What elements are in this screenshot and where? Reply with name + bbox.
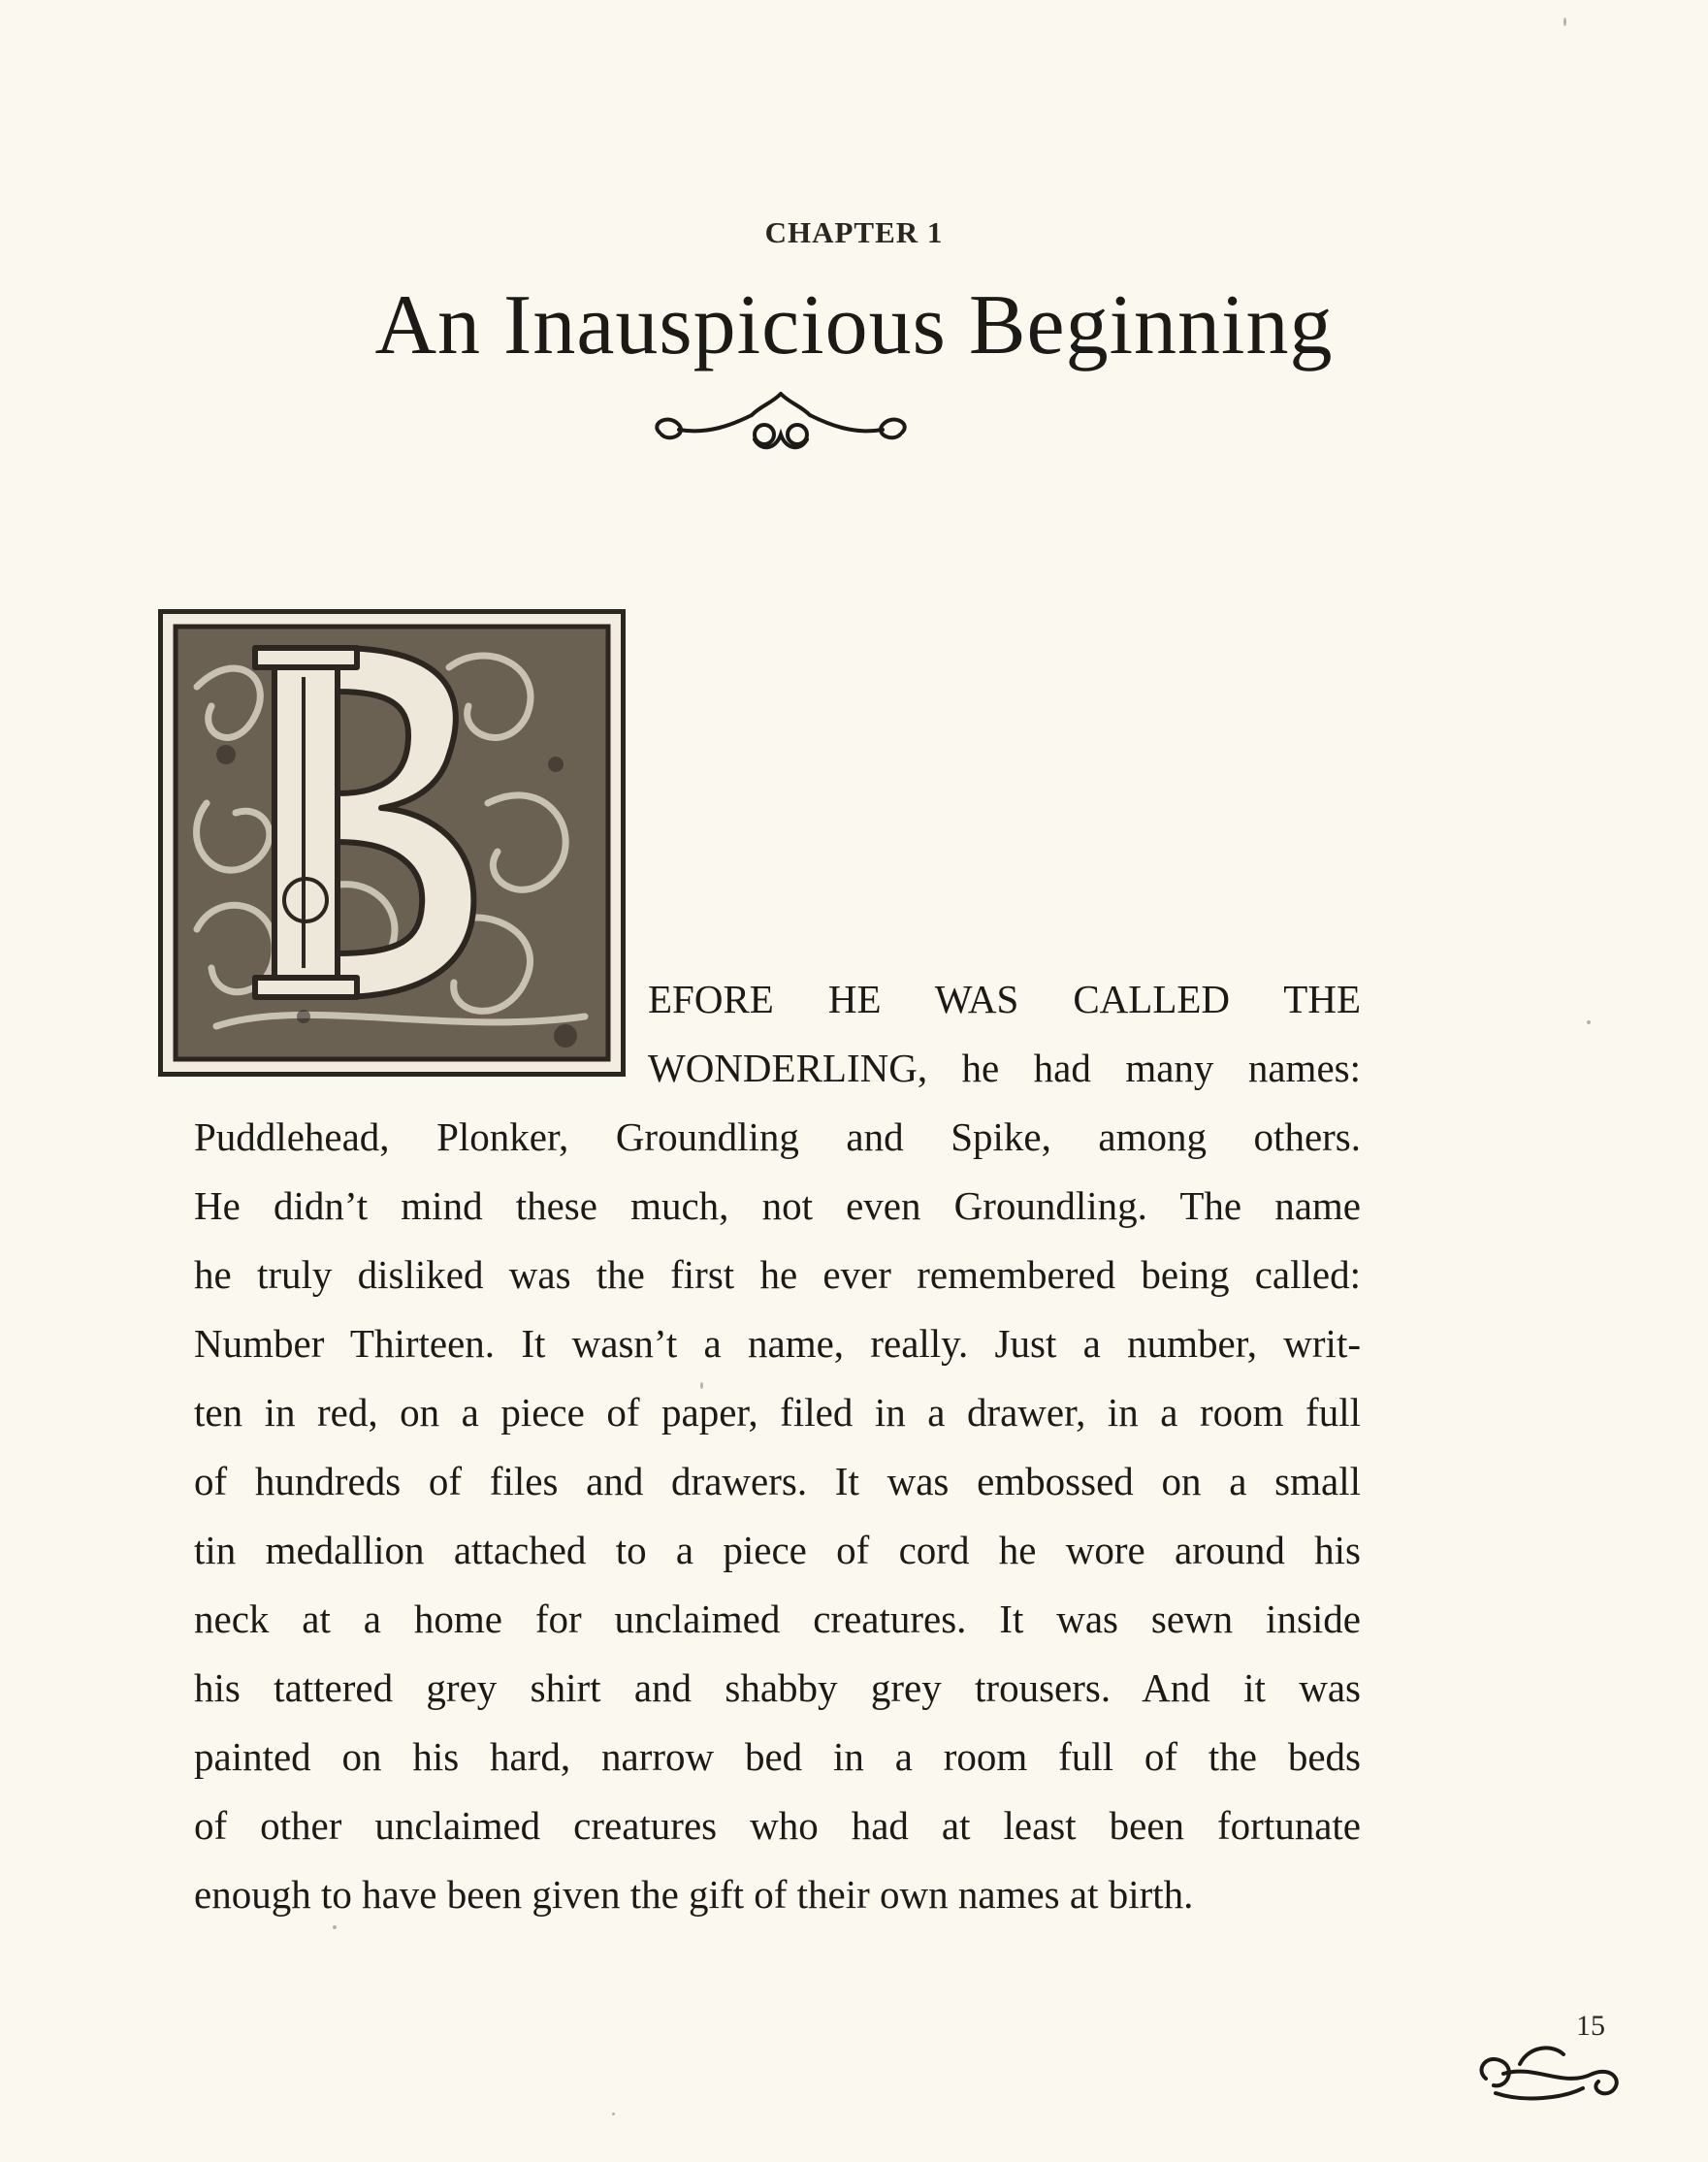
text-line: of other unclaimed creatures who had at least been fortunate — [194, 1803, 1361, 1848]
text-line: tin medallion attached to a piece of cord he wore around his — [194, 1528, 1361, 1572]
text-line: He didn’t mind these much, not even Groundling. The name — [194, 1183, 1361, 1228]
paper-speck — [700, 1382, 703, 1389]
text-line: of hundreds of files and drawers. It was embossed on a small — [194, 1459, 1361, 1503]
text-line: enough to have been given the gift of their own names at birth. — [194, 1872, 1194, 1917]
paper-speck — [612, 2113, 615, 2115]
page-number: 15 — [1576, 2010, 1605, 2042]
paragraph-body — [194, 1103, 1361, 1929]
footer-flourish-icon — [1466, 2035, 1631, 2103]
text-line: ten in red, on a piece of paper, filed in a drawer, in a room full — [194, 1390, 1361, 1435]
paragraph-second-line: WONDERLING, he had many names: — [648, 1046, 1361, 1090]
paper-speck — [1587, 1020, 1591, 1024]
illuminated-dropcap-b-icon — [158, 609, 626, 1077]
text-line: neck at a home for unclaimed creatures. It was sewn inside — [194, 1597, 1361, 1641]
paper-speck — [1563, 17, 1566, 26]
chapter-title: An Inauspicious Beginning — [374, 278, 1334, 372]
text-line: painted on his hard, narrow bed in a room full of the beds — [194, 1734, 1361, 1779]
title-flourish-icon — [640, 386, 921, 459]
paper-speck — [333, 1925, 337, 1929]
text-line: Puddlehead, Plonker, Groundling and Spike, among others. — [194, 1114, 1361, 1159]
text-line: Number Thirteen. It wasn’t a name, really. Just a number, writ- — [194, 1321, 1361, 1366]
paragraph-first-line: EFORE HE WAS CALLED THE — [648, 977, 1361, 1021]
chapter-label: CHAPTER 1 — [764, 215, 944, 249]
text-line: he truly disliked was the first he ever remembered being called: — [194, 1252, 1361, 1297]
text-line: his tattered grey shirt and shabby grey trousers. And it was — [194, 1665, 1361, 1710]
